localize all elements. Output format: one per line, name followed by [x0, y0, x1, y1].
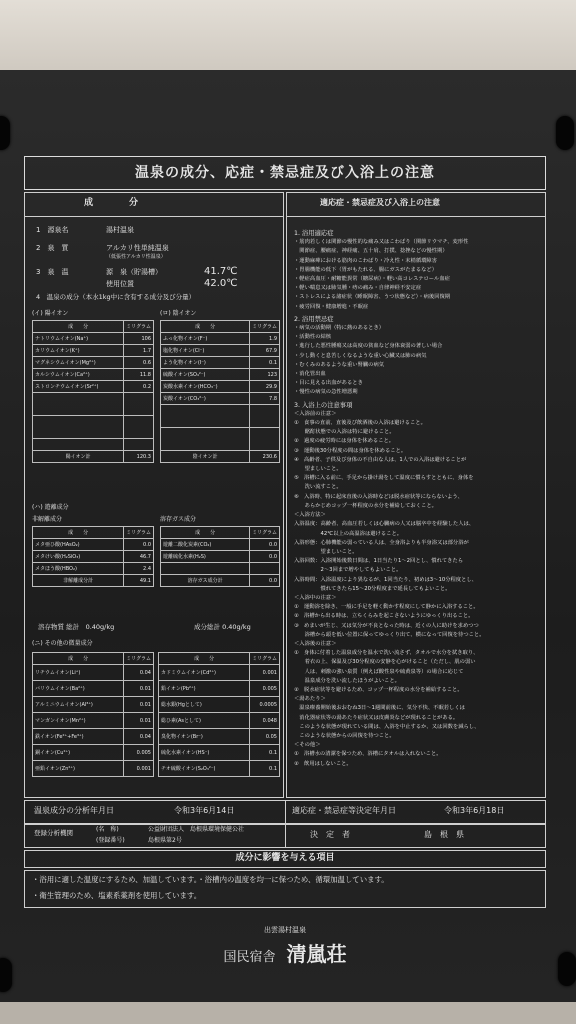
table-row: メタけい酸(H₂SiO₃) 46.7: [33, 551, 154, 563]
registry-no: 島根県第2号: [148, 837, 182, 844]
indication-line: 温泉療養開始後おおむね3日〜1週間前後に、気分不快、不眠若しくは: [294, 705, 465, 712]
indication-line: ・慢性の病気の急性増悪期: [294, 389, 358, 396]
registry-label: 登録分析機関: [34, 829, 73, 837]
table-row: 銅イオン(Cu²⁺) 0.005: [33, 745, 154, 761]
indication-line: あらかじめコップ一杯程度の水分を補給しておくこと。: [294, 502, 437, 509]
indication-line: 望ましいこと。: [294, 466, 342, 473]
table-row: [161, 428, 280, 451]
table-row: メタほう酸(HBO₂) 2.4: [33, 563, 154, 575]
table-row: 溶存ガス成分計 0.0: [161, 575, 280, 587]
table-row: [33, 439, 154, 451]
indication-line: 浴槽から頭を低い位置に保ってゆっくり出て、横になって回復を待つこと。: [294, 631, 485, 638]
bolt-top-left: [0, 116, 10, 150]
indication-line: 洗い流すこと。: [294, 484, 342, 491]
indication-line: ＜入浴後の注意＞: [294, 640, 337, 647]
trace-caption: (ニ) その他の微量成分: [32, 640, 93, 647]
table-row: 遊離硫化水素(H₂S) 0.0: [161, 551, 280, 563]
components-heading: 4 温泉の成分（本水1kg中に含有する成分及び分量）: [36, 293, 196, 301]
indication-line: 温泉成分を洗い流したほうがよいこと。: [294, 677, 400, 684]
table-row: カドミウムイオン(Cd²⁺) 0.001: [159, 665, 280, 681]
table-row: [33, 416, 154, 439]
indication-line: ② 脱水症状等を避けるため、コップ一杯程度の水分を補給すること。: [294, 686, 463, 693]
anion-caption: (ロ) 陰イオン: [160, 310, 197, 317]
effects-header: 成分に影響を与える項目: [235, 853, 335, 863]
indication-line: ＜湯あたり＞: [294, 696, 326, 703]
indication-line: 入浴形態：心肺機能の弱っている人は、全身浴よりも半身浴又は部分浴が: [294, 539, 469, 546]
indication-line: ② 飲用はしないこと。: [294, 760, 352, 767]
solute-total: 溶存物質 総計 0.40g/kg: [38, 623, 115, 631]
table-row: 臭化物イオン(Br⁻) 0.05: [159, 729, 280, 745]
indication-line: このような状態からの回復を待つこと。: [294, 732, 395, 739]
table-row: 非解離成分計 49.1: [33, 575, 154, 587]
indication-line: 2〜3回まで増やしてもよいこと。: [294, 567, 402, 574]
table-row: ストロンチウムイオン(Sr²⁺) 0.2: [33, 381, 154, 393]
table-row: 塩化物イオン(Cl⁻) 67.9: [161, 345, 280, 357]
brand-name: 清嵐荘: [286, 942, 347, 966]
left-header-rule: [24, 216, 284, 217]
table-row: 亜鉛イオン(Zn²⁺) 0.001: [33, 761, 154, 777]
indication-line: ・目に見える出血があるとき: [294, 380, 363, 387]
table-row: 陽イオン計 120.3: [33, 451, 154, 463]
anion-table: 成 分 ミリグラム ふっ化物イオン(F⁻) 1.9 塩化物イオン(Cl⁻) 67.9 よう化物イオン(I⁻) 0.1 硫酸イオン(SO₄²⁻) 123 炭酸水素イオン(HCO₃⁻) 29.9 炭酸イオン(CO₃²⁻) 7.8 陰イオン計 230.6: [160, 320, 280, 463]
indication-line: ⑥ 入浴時、特に起床直後の入浴時などは脱水症状等にならないよう、: [294, 493, 463, 500]
registry-name-label: (名 称): [96, 826, 119, 833]
indication-line: ＜入浴前の注意＞: [294, 410, 337, 417]
table-row: 総ひ素(Asとして) 0.048: [159, 713, 280, 729]
indication-line: ・進行した悪性腫瘍又は高度の貧血など身体衰弱の著しい場合: [294, 343, 443, 350]
indications-list: [294, 226, 540, 769]
indication-line: 入浴時間：入浴温度により異なるが、1回当たり、初めは3〜10分程度とし、: [294, 576, 477, 583]
spring-type-sub: （低張性アルカリ性温泉）: [106, 254, 166, 260]
indication-line: ・運動麻痺における筋肉のこわばり・冷え性・末梢循環障害: [294, 257, 438, 264]
indication-line: 3. 入浴上の注意事項: [294, 401, 353, 409]
temp-source-label: 源 泉（貯湯槽）: [106, 268, 162, 276]
indication-line: ・筋肉若しくは関節の慢性的な痛み又はこわばり（関節リウマチ、変形性: [294, 239, 469, 246]
brand-logo: [180, 925, 390, 967]
table-row: リチウムイオン(Li⁺) 0.04: [33, 665, 154, 681]
free-caption: (ハ) 遊離成分: [32, 504, 69, 511]
registry-name: 公益財団法人 島根県環境保健公社: [148, 826, 245, 833]
table-row: 鉛イオン(Pb²⁺) 0.005: [159, 681, 280, 697]
temp-label: 3 泉 温: [36, 268, 69, 276]
table-row: 鉄イオン(Fe²⁺+Fe³⁺) 0.04: [33, 729, 154, 745]
table-row: マグネシウムイオン(Mg²⁺) 0.6: [33, 357, 154, 369]
decision-date-label: 適応症・禁忌症等決定年月日: [292, 806, 396, 815]
effects-line2: ・衛生管理のため、塩素系薬剤を使用しています。: [32, 891, 202, 900]
indication-line: 望ましいこと。: [294, 548, 358, 555]
indication-line: 2. 浴用禁忌症: [294, 315, 334, 323]
trace-table-left: 成 分 ミリグラム リチウムイオン(Li⁺) 0.04 バリウムイオン(Ba²⁺) 0.01 アルミニウムイオン(Al³⁺) 0.01 マンガンイオン(Mn²⁺) 0.01 鉄イオン(Fe²⁺+Fe³⁺) 0.04 銅イオン(Cu²⁺) 0.005 亜鉛イオン(Zn²⁺) 0.001: [32, 652, 154, 777]
gas-caption: 溶存ガス成分: [160, 516, 197, 523]
analysis-date: 令和3年6月14日: [174, 806, 235, 815]
indication-line: 関節症、腰痛症、神経痛、五十肩、打撲、捻挫などの慢性期）: [294, 248, 448, 255]
indication-line: ・疲労回復・健康増進・不眠症: [294, 303, 369, 310]
indication-line: 慣れてきたら15〜20分程度まで延長してもよいこと。: [294, 585, 451, 592]
temp-use-value: 42.0℃: [204, 278, 238, 289]
table-row: 陰イオン計 230.6: [161, 451, 280, 463]
notice-title: 温泉の成分、応症・禁忌症及び入浴上の注意: [24, 156, 546, 190]
indication-line: 酩酊状態での入浴は特に避けること。: [294, 429, 395, 436]
indication-line: ③ めまいが生じ、又は気分が不良となった時は、近くの人に助けを求めつつ: [294, 622, 479, 629]
indication-line: ・活動性の結核: [294, 334, 332, 341]
indication-line: ① 浴槽水の清潔を保つため、浴槽にタオルは入れないこと。: [294, 751, 442, 758]
indication-line: ・ストレスによる諸症状（睡眠障害、うつ状態など）・病後回復期: [294, 294, 451, 301]
nondiss-caption: 非解離成分: [32, 516, 63, 523]
indication-line: ② 浴槽から出る時は、立ちくらみを起こさないようにゆっくり出ること。: [294, 613, 474, 620]
table-row: 炭酸水素イオン(HCO₃⁻) 29.9: [161, 381, 280, 393]
effects-line1: ・浴用に適した温度にするため、加温しています。・浴槽内の温度を均一に保つため、循環加温しています。: [32, 875, 389, 884]
source-name-label: 1 源泉名: [36, 226, 69, 234]
indication-line: ③ 運動後30分程度の間は身体を休めること。: [294, 447, 407, 454]
decider-label: 決 定 者: [310, 830, 350, 839]
table-row: 遊離二酸化炭素(CO₂) 0.0: [161, 539, 280, 551]
table-row: バリウムイオン(Ba²⁺) 0.01: [33, 681, 154, 697]
component-total: 成分総計 0.40g/kg: [194, 623, 251, 631]
indication-line: 入浴温度：高齢者、高血圧若しくは心臓病の人又は脳卒中を経験した人は、: [294, 521, 475, 528]
analysis-date-label: 温泉成分の分析年月日: [34, 806, 114, 815]
registry-no-label: (登録番号): [96, 837, 125, 844]
table-row: 硫酸イオン(SO₄²⁻) 123: [161, 369, 280, 381]
table-row: ふっ化物イオン(F⁻) 1.9: [161, 333, 280, 345]
indication-line: ④ 高齢者、子供及び身体の不自由な人は、1人での入浴は避けることが: [294, 456, 467, 463]
bolt-top-right: [556, 116, 574, 150]
indication-line: ・軽症高血圧・耐糖能異常（糖尿病）・軽い高コレステロール血症: [294, 276, 450, 283]
indication-line: ・胃腸機能の低下（胃がもたれる、腸にガスがたまるなど）: [294, 266, 438, 273]
table-row: ナトリウムイオン(Na⁺) 106: [33, 333, 154, 345]
indication-line: ＜入浴中の注意＞: [294, 594, 337, 601]
bolt-bottom-right: [558, 952, 576, 986]
wall-top: [0, 0, 576, 72]
source-name-value: 湯村温泉: [106, 226, 134, 234]
right-header-rule: [286, 216, 546, 217]
right-header: 適応症・禁忌症及び入浴上の注意: [320, 198, 440, 207]
indication-line: ① 身体に付着した温泉成分を温水で洗い流さず、タオルで水分を拭き取り、: [294, 650, 479, 657]
table-row: メタ亜ひ酸(HAsO₂) 0.0: [33, 539, 154, 551]
spring-type-label: 2 泉 質: [36, 244, 69, 252]
indication-line: 入浴回数：入浴開始後数日間は、1日当たり1〜2回とし、慣れてきたら: [294, 558, 464, 565]
wall-bottom: [0, 1000, 576, 1024]
brand-small: 出雲湯村温泉: [264, 926, 306, 934]
indication-line: ・軽い喘息又は肺気腫・痔の痛み・自律神経不安定症: [294, 285, 422, 292]
indication-line: 消化器症状等の湯あたり症状又は皮膚炎などが現れることがある。: [294, 714, 459, 721]
spring-type-value: アルカリ性単純温泉: [106, 244, 169, 252]
brand-prefix: 国民宿舎: [223, 950, 276, 965]
table-row: アルミニウムイオン(Al³⁺) 0.01: [33, 697, 154, 713]
indication-line: ＜その他＞: [294, 742, 321, 749]
table-row: カルシウムイオン(Ca²⁺) 11.8: [33, 369, 154, 381]
table-row: カリウムイオン(K⁺) 1.7: [33, 345, 154, 357]
indication-line: このような状態が現れている間は、入浴を中止するか、又は回数を減らし、: [294, 723, 480, 730]
indication-line: ＜入浴方法＞: [294, 512, 326, 519]
gas-table: 成 分 ミリグラム 遊離二酸化炭素(CO₂) 0.0 遊離硫化水素(H₂S) 0.0 溶存ガス成分計 0.0: [160, 526, 280, 587]
indication-line: 42℃以上の高温浴は避けること。: [294, 530, 403, 537]
cation-caption: (イ) 陽イオン: [32, 310, 69, 317]
table-row: [161, 563, 280, 575]
table-row: 炭酸イオン(CO₃²⁻) 7.8: [161, 393, 280, 405]
indication-line: 1. 浴用適応症: [294, 230, 334, 237]
notice-panel: [24, 156, 546, 908]
left-header: 成 分: [84, 198, 139, 208]
table-row: 総水銀(Hgとして) 0.0005: [159, 697, 280, 713]
table-row: チオ硫酸イオン(S₂O₃²⁻) 0.1: [159, 761, 280, 777]
table-row: [33, 393, 154, 416]
indication-line: ① 食事の直前、直後及び飲酒後の入浴は避けること。: [294, 420, 426, 427]
table-row: よう化物イオン(I⁻) 0.1: [161, 357, 280, 369]
trace-table-right: 成 分 ミリグラム カドミウムイオン(Cd²⁺) 0.001 鉛イオン(Pb²⁺) 0.005 総水銀(Hgとして) 0.0005 総ひ素(Asとして) 0.048 臭化物イオン(Br⁻) 0.05 硫化水素イオン(HS⁻) 0.1 チオ硫酸イオン(S₂O₃²⁻) 0.1: [158, 652, 280, 777]
indication-line: ・病気の活動期（特に熱のあるとき）: [294, 325, 385, 332]
temp-use-label: 使用位置: [106, 280, 134, 288]
table-row: 硫化水素イオン(HS⁻) 0.1: [159, 745, 280, 761]
indication-line: 着衣の上、保温及び30分程度の安静を心がけること（ただし、肌の弱い: [294, 659, 476, 666]
indication-line: ・むくみのあるような重い腎臓の病気: [294, 361, 385, 368]
indication-line: ⑤ 浴槽に入る前に、手足から掛け湯をして温度に慣らすとともに、身体を: [294, 475, 474, 482]
table-row: [161, 405, 280, 428]
indication-line: ① 運動浴を除き、一般に手足を軽く動かす程度にして静かに入浴すること。: [294, 604, 479, 611]
indication-line: ・消化管出血: [294, 371, 326, 378]
decider: 島 根 県: [424, 830, 464, 839]
indication-line: ② 過度の疲労時には身体を休めること。: [294, 438, 395, 445]
bolt-bottom-left: [0, 958, 12, 992]
table-row: マンガンイオン(Mn²⁺) 0.01: [33, 713, 154, 729]
indication-line: 人は、刺激の強い泉質（例えば酸性泉や硫黄泉等）の場合に応じて: [294, 668, 464, 675]
cation-table: 成 分 ミリグラム ナトリウムイオン(Na⁺) 106 カリウムイオン(K⁺) 1.7 マグネシウムイオン(Mg²⁺) 0.6 カルシウムイオン(Ca²⁺) 11.8 ストロンチウムイオン(Sr²⁺) 0.2 陽イオン計 120.3: [32, 320, 154, 463]
temp-source-value: 41.7℃: [204, 266, 238, 277]
indication-line: ・少し動くと息苦しくなるような重い心臓又は肺の病気: [294, 352, 427, 359]
nondiss-table: 成 分 ミリグラム メタ亜ひ酸(HAsO₂) 0.0 メタけい酸(H₂SiO₃) 46.7 メタほう酸(HBO₂) 2.4 非解離成分計 49.1: [32, 526, 154, 587]
decision-date: 令和3年6月18日: [444, 806, 505, 815]
